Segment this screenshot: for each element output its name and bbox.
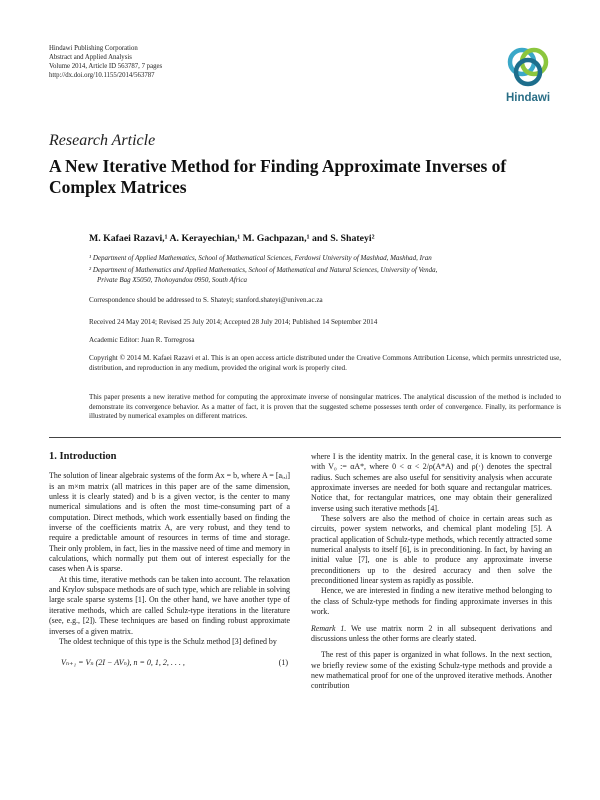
paragraph: where I is the identity matrix. In the general case, it is known to converge with V₀ := αA*, where 0 < α < 2/ρ(A*A) and ρ(·) denotes the spectral radius. Such schemes are also useful for sensitivity analysis when accurate approximate inverses are needed for both square and rectangular matrices. Notice that, for rectangular matrices, one may obtain their generalized inverse using such iterative methods [4]. bbox=[311, 452, 552, 513]
journal-name: Abstract and Applied Analysis bbox=[49, 54, 132, 61]
affiliation-2: ² Department of Mathematics and Applied Mathematics, School of Mathematical and Natural Sciences, University of Venda, bbox=[89, 266, 438, 274]
academic-editor: Academic Editor: Juan R. Torregrosa bbox=[89, 336, 195, 344]
paragraph: The solution of linear algebraic systems of the form Ax = b, where A = [aᵢ,ⱼ] is an m×m matrix (all matrices in this paper are of the same dimension, unless it is clearly stated) and b is a given vector, is the center to many numerical simulations and is often the most time-consuming part of a computation. Direct methods, which work essentially based on finding the inverse of the coefficients matrix A, are very robust, and they tend to require a predictable amount of resources in terms of time and storage. Their only problem, in fact, lies in the massive need of time and memory in calculations, which normally put them out of interest especially for the cases when A is sparse. bbox=[49, 471, 290, 574]
affiliation-1: ¹ Department of Applied Mathematics, School of Mathematical Sciences, Ferdowsi University of Mashhad, Mashhad, Iran bbox=[89, 254, 432, 262]
article-type: Research Article bbox=[49, 132, 156, 149]
publisher-line: Hindawi Publishing Corporation bbox=[49, 45, 138, 52]
doi-link[interactable]: http://dx.doi.org/10.1155/2014/563787 bbox=[49, 72, 155, 79]
left-column bbox=[49, 452, 290, 679]
section-divider bbox=[49, 437, 561, 438]
equation-1 bbox=[49, 653, 290, 675]
dates: Received 24 May 2014; Revised 25 July 2014; Accepted 28 July 2014; Published 14 September 2014 bbox=[89, 318, 378, 326]
equation-body: Vₙ₊₁ = Vₙ (2I − AVₙ), n = 0, 1, 2, . . . , bbox=[61, 658, 185, 668]
right-column bbox=[311, 452, 552, 692]
equation-number: (1) bbox=[278, 658, 288, 668]
logo-text: Hindawi bbox=[505, 92, 551, 104]
paragraph: The oldest technique of this type is the Schulz method [3] defined by bbox=[59, 636, 277, 646]
section-heading-introduction: 1. Introduction bbox=[49, 451, 117, 462]
correspondence: Correspondence should be addressed to S. Shateyi; stanford.shateyi@univen.ac.za bbox=[89, 296, 323, 304]
paper-title: A New Iterative Method for Finding Approximate Inverses of Complex Matrices bbox=[49, 156, 507, 197]
abstract: This paper presents a new iterative method for computing the approximate inverse of nonsingular matrices. The analytical discussion of the method is included to demonstrate its convergence behavior. As a matter of fact, it is proven that the suggested scheme possesses tenth order of convergence. Finally, its performance is illustrated by numerical examples on different matrices. bbox=[89, 393, 561, 421]
paragraph: These solvers are also the method of choice in certain areas such as circuits, power system networks, and chemical plant modeling [5]. A practical application of Schulz-type methods, which recently attracted some numerical analysts to itself [6], is in preconditioning. In fact, by having an initial value [7], one is able to produce any approximate inverse preconditioners up to the desired accuracy and then solve the preconditioned linear system as rapidly as possible. bbox=[311, 514, 552, 586]
hindawi-logo bbox=[496, 44, 560, 110]
volume-line: Volume 2014, Article ID 563787, 7 pages bbox=[49, 63, 163, 70]
hindawi-rings-icon bbox=[496, 44, 560, 90]
copyright-notice: Copyright © 2014 M. Kafaei Razavi et al. This is an open access article distributed under the Creative Commons Attribution License, which permits unrestricted use, distribution, and reproduction in any medium, provided the original work is properly cited. bbox=[89, 354, 561, 372]
paragraph: The rest of this paper is organized in what follows. In the next section, we briefly review some of the existing Schulz-type methods and provide a new mathematical proof for one of the unproved iterative methods. Another contribution bbox=[311, 650, 552, 691]
paragraph: Hence, we are interested in finding a new iterative method belonging to the class of Schulz-type methods for finding approximate inverses in this work. bbox=[311, 586, 552, 617]
author-list: M. Kafaei Razavi,¹ A. Kerayechian,¹ M. Gachpazan,¹ and S. Shateyi² bbox=[89, 233, 375, 244]
remark-text: We use matrix norm 2 in all subsequent derivations and discussions unless the other forms are clearly stated. bbox=[311, 623, 552, 643]
affiliation-2-cont: Private Bag X5050, Thohoyandou 0950, South Africa bbox=[97, 276, 247, 284]
paragraph: At this time, iterative methods can be taken into account. The relaxation and Krylov subspace methods are of such type, which are reliable in solving large scale sparse systems [1]. On the other hand, we have another type of iterative methods, which are called Schulz-type iterations in the literature (see, e.g., [2]). These techniques are based on finding robust approximate inverses of a given matrix. bbox=[49, 574, 290, 636]
remark-label: Remark 1. bbox=[311, 623, 347, 633]
remark-1 bbox=[311, 624, 552, 645]
